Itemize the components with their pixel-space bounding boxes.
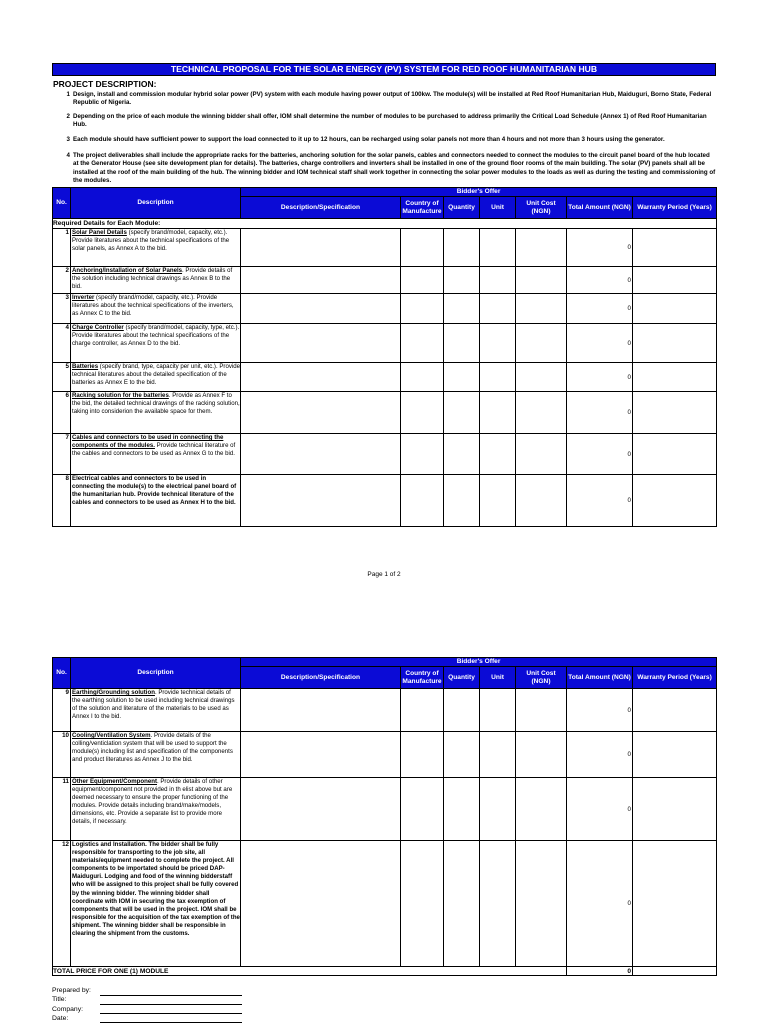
quantity-cell[interactable] [444, 778, 480, 841]
quantity-cell[interactable] [444, 229, 480, 267]
row-item-name: Anchoring/Installation of Solar Panels [72, 267, 183, 274]
quantity-cell[interactable] [444, 732, 480, 778]
col-header-total-amount: Total Amount (NGN) [567, 667, 633, 689]
country-cell[interactable] [401, 434, 444, 475]
total-amount-cell: 0 [567, 475, 633, 527]
project-item-number: 3 [66, 136, 70, 143]
unit-cost-cell[interactable] [516, 475, 567, 527]
col-header-desc-spec: Description/Specification [241, 667, 401, 689]
unit-cell[interactable] [480, 324, 516, 363]
table-row [53, 434, 717, 475]
project-item-number: 1 [66, 91, 70, 98]
row-number: 10 [53, 732, 71, 778]
total-amount-cell: 0 [567, 324, 633, 363]
col-header-desc-spec: Description/Specification [241, 197, 401, 219]
row-description [71, 778, 241, 841]
row-item-details: (specify brand, type, capacity per unit, etc.). Provide technical literatures about the detailed specification of the batteries as Annex E to the bid. [72, 363, 241, 387]
row-item-details: Provide technical literature of the cables and connectors to be used as Annex G to the bid. [72, 442, 236, 458]
col-header-warranty: Warranty Period (Years) [633, 667, 717, 689]
row-item-name: Batteries [72, 363, 99, 370]
row-item-name: Racking solution for the batteries [72, 392, 169, 399]
table-row [53, 229, 717, 267]
col-header-warranty: Warranty Period (Years) [633, 197, 717, 219]
row-item-name: Charge Controller [72, 324, 124, 331]
row-description [71, 732, 241, 778]
project-item [60, 152, 716, 186]
col-header-unit: Unit [480, 667, 516, 689]
row-item-name: Earthing/Grounding solution [72, 689, 155, 696]
unit-cost-cell[interactable] [516, 841, 567, 967]
company-line [100, 1013, 242, 1014]
row-item-details: . Provide technical details of the earthing solution to be used including technical drawings of the solution and literature of the materials to be used as Annex I to the bid. [72, 689, 235, 721]
country-cell[interactable] [401, 363, 444, 392]
unit-cell[interactable] [480, 434, 516, 475]
table-row [53, 475, 717, 527]
title-label: Title: [52, 996, 67, 1003]
items-table-page1 [52, 187, 717, 527]
project-item-text: Each module should have sufficient power to support the load connected to it up to 12 hours, can be recharged using solar panels not more than 4 hours and not more than 3 hours using the generator. [73, 136, 665, 143]
table-row [53, 324, 717, 363]
table-row [53, 267, 717, 294]
quantity-cell[interactable] [444, 324, 480, 363]
col-header-country: Country of Manufacture [401, 667, 444, 689]
row-number: 1 [53, 229, 71, 267]
unit-cost-cell[interactable] [516, 392, 567, 434]
table-row [53, 778, 717, 841]
total-amount-cell: 0 [567, 778, 633, 841]
warranty-cell[interactable] [633, 363, 717, 392]
col-header-quantity: Quantity [444, 667, 480, 689]
project-item-number: 2 [66, 113, 70, 120]
table-row [53, 732, 717, 778]
spec-cell[interactable] [241, 689, 401, 732]
col-header-bidders-offer: Bidder's Offer [241, 188, 717, 197]
warranty-cell[interactable] [633, 689, 717, 732]
row-item-name: Inverter [72, 294, 95, 301]
project-item [60, 136, 716, 145]
row-item-details: (specify brand/model, capacity, etc.). Provide literatures about the technical specifications of the solar panels, as Annex A to the bid. [72, 229, 230, 253]
unit-cell[interactable] [480, 841, 516, 967]
country-cell[interactable] [401, 778, 444, 841]
total-amount-cell: 0 [567, 434, 633, 475]
col-header-quantity: Quantity [444, 197, 480, 219]
quantity-cell[interactable] [444, 363, 480, 392]
row-description [71, 434, 241, 475]
warranty-cell[interactable] [633, 294, 717, 324]
unit-cost-cell[interactable] [516, 689, 567, 732]
row-item-details: (specify brand/model, capacity, etc.). Provide literatures about the technical specifications of the inverters, as Annex C to the bid. [72, 294, 234, 318]
total-warranty-cell [633, 967, 717, 976]
project-item [60, 91, 716, 108]
total-amount-cell: 0 [567, 294, 633, 324]
col-header-bidders-offer: Bidder's Offer [241, 658, 717, 667]
row-item-details: . Provide details of other equipment/component not provided in th elist above but are deemed necessary to ensure the proper functioning of the modules. Provide details including brand/make/models, dimensions, etc. Provide a separate list to provide more details, if necessary. [72, 778, 233, 826]
country-cell[interactable] [401, 732, 444, 778]
warranty-cell[interactable] [633, 841, 717, 967]
prepared-by-label: Prepared by: [52, 987, 91, 994]
total-amount-cell: 0 [567, 267, 633, 294]
col-header-total-amount: Total Amount (NGN) [567, 197, 633, 219]
spec-cell[interactable] [241, 363, 401, 392]
quantity-cell[interactable] [444, 294, 480, 324]
unit-cell[interactable] [480, 732, 516, 778]
total-price-value: 0 [567, 967, 633, 976]
project-item [60, 113, 716, 130]
page2-rows [53, 689, 717, 967]
total-amount-cell: 0 [567, 841, 633, 967]
row-number: 11 [53, 778, 71, 841]
document-title: TECHNICAL PROPOSAL FOR THE SOLAR ENERGY (PV) SYSTEM FOR RED ROOF HUMANITARIAN HUB [52, 63, 716, 76]
country-cell[interactable] [401, 392, 444, 434]
unit-cost-cell[interactable] [516, 778, 567, 841]
row-item-details: . Provide details of the solution including technical drawings as Annex B to the bid. [72, 267, 233, 291]
date-line [100, 1022, 242, 1023]
total-amount-cell: 0 [567, 363, 633, 392]
row-number: 5 [53, 363, 71, 392]
quantity-cell[interactable] [444, 434, 480, 475]
spec-cell[interactable] [241, 841, 401, 967]
warranty-cell[interactable] [633, 778, 717, 841]
row-description [71, 294, 241, 324]
country-cell[interactable] [401, 324, 444, 363]
country-cell[interactable] [401, 689, 444, 732]
row-item-name: Cables and connectors to be used in connecting the components of the modules. [72, 434, 224, 450]
row-item-name: Solar Panel Details [72, 229, 127, 236]
row-number: 4 [53, 324, 71, 363]
unit-cell[interactable] [480, 689, 516, 732]
quantity-cell[interactable] [444, 475, 480, 527]
spec-cell[interactable] [241, 778, 401, 841]
warranty-cell[interactable] [633, 392, 717, 434]
country-cell[interactable] [401, 294, 444, 324]
unit-cost-cell[interactable] [516, 294, 567, 324]
row-description [71, 363, 241, 392]
unit-cost-cell[interactable] [516, 732, 567, 778]
row-number: 8 [53, 475, 71, 527]
project-item-text: Design, install and commission modular hybrid solar power (PV) system with each module having power output of 100kw. The module(s) will be installed at Red Roof Humanitarian Hub, Maiduguri, Borno State, Federal Republic of Nigeria. [73, 91, 712, 107]
date-label: Date: [52, 1015, 69, 1022]
col-header-unit-cost: Unit Cost (NGN) [516, 197, 567, 219]
page-number: Page 1 of 2 [367, 571, 401, 578]
quantity-cell[interactable] [444, 689, 480, 732]
country-cell[interactable] [401, 475, 444, 527]
quantity-cell[interactable] [444, 841, 480, 967]
quantity-cell[interactable] [444, 392, 480, 434]
quantity-cell[interactable] [444, 267, 480, 294]
warranty-cell[interactable] [633, 732, 717, 778]
spec-cell[interactable] [241, 732, 401, 778]
project-item-text: Depending on the price of each module the winning bidder shall offer, IOM shall determine the number of modules to be purchased to address primarily the Critical Load Schedule (Annex 1) of Red Roof Humanitarian Hub. [73, 113, 707, 129]
spec-cell[interactable] [241, 267, 401, 294]
warranty-cell[interactable] [633, 267, 717, 294]
project-item-number: 4 [66, 152, 70, 159]
row-description [71, 841, 241, 967]
col-header-no: No. [53, 188, 71, 219]
total-amount-cell: 0 [567, 229, 633, 267]
unit-cell[interactable] [480, 363, 516, 392]
project-description-heading: PROJECT DESCRIPTION: [53, 79, 157, 89]
row-item-details: (specify brand/model, capacity, type, etc.). Provide literatures about the technical specifications of the charge controller, as Annex D to the bid. [72, 324, 240, 348]
warranty-cell[interactable] [633, 434, 717, 475]
row-number: 9 [53, 689, 71, 732]
unit-cell[interactable] [480, 475, 516, 527]
spec-cell[interactable] [241, 294, 401, 324]
unit-cell[interactable] [480, 392, 516, 434]
row-item-details: Logistics and Installation. The bidder shall be fully responsible for transporting to the job site, all materials/equipment needed to complete the project. All components to be importated should be priced DAP-Maiduguri. Lodging and food of the winning bidderstaff who will be assigned to this project shall be fully covered by the winning bidder. The winning bidder shall coordinate with IOM in securing the tax exemption of components that will be used in the project. IOM shall be responsible for the acquisition of the tax exemption of the shipment. The winning bidder shall be responsible in clearing the shipment from the customs. [72, 841, 240, 938]
unit-cost-cell[interactable] [516, 434, 567, 475]
total-amount-cell: 0 [567, 689, 633, 732]
col-header-description: Description [71, 658, 241, 689]
spec-cell[interactable] [241, 229, 401, 267]
unit-cell[interactable] [480, 778, 516, 841]
table-row [53, 363, 717, 392]
col-header-no: No. [53, 658, 71, 689]
title-line [100, 1004, 242, 1005]
row-number: 7 [53, 434, 71, 475]
unit-cost-cell[interactable] [516, 267, 567, 294]
table-row [53, 689, 717, 732]
row-description [71, 475, 241, 527]
country-cell[interactable] [401, 841, 444, 967]
required-details-label: Required Details for Each Module: [53, 219, 717, 229]
row-number: 12 [53, 841, 71, 967]
page1-rows [53, 229, 717, 527]
country-cell[interactable] [401, 229, 444, 267]
unit-cell[interactable] [480, 267, 516, 294]
row-number: 3 [53, 294, 71, 324]
row-description [71, 267, 241, 294]
row-item-name: Cooling/Ventilation System [72, 732, 151, 739]
col-header-unit-cost: Unit Cost (NGN) [516, 667, 567, 689]
country-cell[interactable] [401, 267, 444, 294]
row-description [71, 324, 241, 363]
total-amount-cell: 0 [567, 392, 633, 434]
row-number: 6 [53, 392, 71, 434]
company-label: Company: [52, 1006, 83, 1013]
warranty-cell[interactable] [633, 475, 717, 527]
spec-cell[interactable] [241, 475, 401, 527]
unit-cost-cell[interactable] [516, 363, 567, 392]
warranty-cell[interactable] [633, 324, 717, 363]
warranty-cell[interactable] [633, 229, 717, 267]
spec-cell[interactable] [241, 324, 401, 363]
row-item-details: . Provide details of the colling/venticlation system that will be used to support the module(s) including list and specification of the components and product literatures as Annex J to the bid. [72, 732, 233, 764]
row-item-details: Electrical cables and connectors to be used in connecting the module(s) to the electrical panel board of the humanitarian hub. Provide technical literature of the cables and connectors to be used as Annex H to the bid. [72, 475, 237, 507]
unit-cost-cell[interactable] [516, 324, 567, 363]
items-table-page2 [52, 657, 717, 976]
unit-cell[interactable] [480, 229, 516, 267]
row-description [71, 392, 241, 434]
row-description [71, 229, 241, 267]
project-item-text: The project deliverables shall include the appropriate racks for the batteries, anchoring solution for the solar panels, cables and connectors needed to connect the modules to the circuit panel board of the hub located at the Generator House (see site development plan for details). The batteries, charge controllers and inverters shall be installed in one of the ground floor rooms of the main building. The solar (PV) panels shall all be installed at the roof of the main building of the hub. The winning bidder and IOM technical staff shall work together in connecting the solar power modules to the loads as well as during the testing and commissioning of the modules. [73, 152, 716, 185]
unit-cell[interactable] [480, 294, 516, 324]
col-header-country: Country of Manufacture [401, 197, 444, 219]
prepared-by-line [100, 995, 242, 996]
spec-cell[interactable] [241, 434, 401, 475]
spec-cell[interactable] [241, 392, 401, 434]
table-row [53, 392, 717, 434]
unit-cost-cell[interactable] [516, 229, 567, 267]
row-item-name: Other Equipment/Component [72, 778, 157, 785]
table-row [53, 294, 717, 324]
total-amount-cell: 0 [567, 732, 633, 778]
total-price-label: TOTAL PRICE FOR ONE (1) MODULE [53, 967, 567, 976]
row-item-details: . Provide as Annex F to the bid, the detailed technical drawings of the racking solution, taking into considerion the available space for them. [72, 392, 240, 416]
col-header-description: Description [71, 188, 241, 219]
row-number: 2 [53, 267, 71, 294]
col-header-unit: Unit [480, 197, 516, 219]
table-row [53, 841, 717, 967]
row-description [71, 689, 241, 732]
